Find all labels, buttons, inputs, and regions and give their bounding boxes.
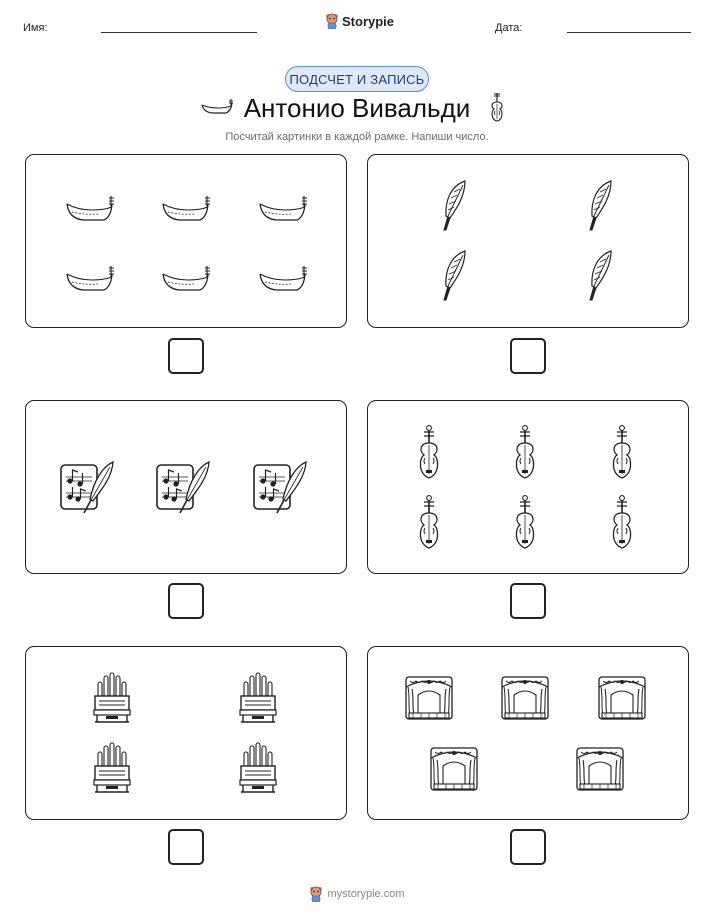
- page-title: Антонио Вивальди: [243, 93, 471, 123]
- theater-stage-icon: [575, 744, 625, 799]
- violin-icon: [416, 424, 442, 487]
- quill-icon: [585, 178, 615, 239]
- violin-icon: [512, 424, 538, 487]
- theater-stage-icon: [429, 744, 479, 799]
- gondola-icon: [257, 262, 309, 301]
- sheet-music-quill-icon: [251, 459, 309, 520]
- violin-icon: [609, 424, 635, 487]
- bear-mascot-icon: [309, 886, 323, 902]
- violin-icon: [488, 91, 506, 123]
- theater-stage-icon: [404, 673, 454, 728]
- quill-icon: [439, 178, 469, 239]
- count-panel-quills: [367, 154, 689, 328]
- sheet-music-quill-icon: [154, 459, 212, 520]
- quill-icon: [439, 248, 469, 309]
- brand-name: Storypie: [342, 13, 395, 29]
- gondola-icon: [64, 262, 116, 301]
- gondola-icon: [160, 262, 212, 301]
- answer-box-organs[interactable]: [168, 829, 204, 865]
- bear-mascot-icon: [325, 13, 339, 29]
- pipe-organ-icon: [91, 742, 133, 799]
- violin-icon: [609, 494, 635, 557]
- name-line[interactable]: [101, 32, 257, 33]
- brand-logo: [325, 13, 394, 29]
- gondola-icon: [160, 192, 212, 231]
- gondola-icon: [200, 96, 234, 118]
- count-panel-gondolas: [25, 154, 347, 328]
- footer: [0, 886, 714, 902]
- theater-stage-icon: [597, 673, 647, 728]
- answer-box-gondolas[interactable]: [168, 338, 204, 374]
- footer-url: mystorypie.com: [327, 888, 405, 900]
- name-label: Имя:: [23, 22, 48, 34]
- theater-stage-icon: [500, 673, 550, 728]
- pipe-organ-icon: [91, 672, 133, 729]
- answer-box-stages[interactable]: [510, 829, 546, 865]
- pipe-organ-icon: [237, 742, 279, 799]
- instructions: Посчитай картинки в каждой рамке. Напиши число.: [225, 131, 489, 143]
- count-panel-organs: [25, 646, 347, 820]
- gondola-icon: [257, 192, 309, 231]
- pipe-organ-icon: [237, 672, 279, 729]
- date-label: Дата:: [495, 22, 523, 34]
- activity-badge: ПОДСЧЕТ И ЗАПИСЬ: [285, 66, 429, 92]
- quill-icon: [585, 248, 615, 309]
- violin-icon: [416, 494, 442, 557]
- sheet-music-quill-icon: [58, 459, 116, 520]
- date-line[interactable]: [567, 32, 691, 33]
- violin-icon: [512, 494, 538, 557]
- answer-box-quills[interactable]: [510, 338, 546, 374]
- answer-box-sheet-music[interactable]: [168, 583, 204, 619]
- answer-box-violins[interactable]: [510, 583, 546, 619]
- gondola-icon: [64, 192, 116, 231]
